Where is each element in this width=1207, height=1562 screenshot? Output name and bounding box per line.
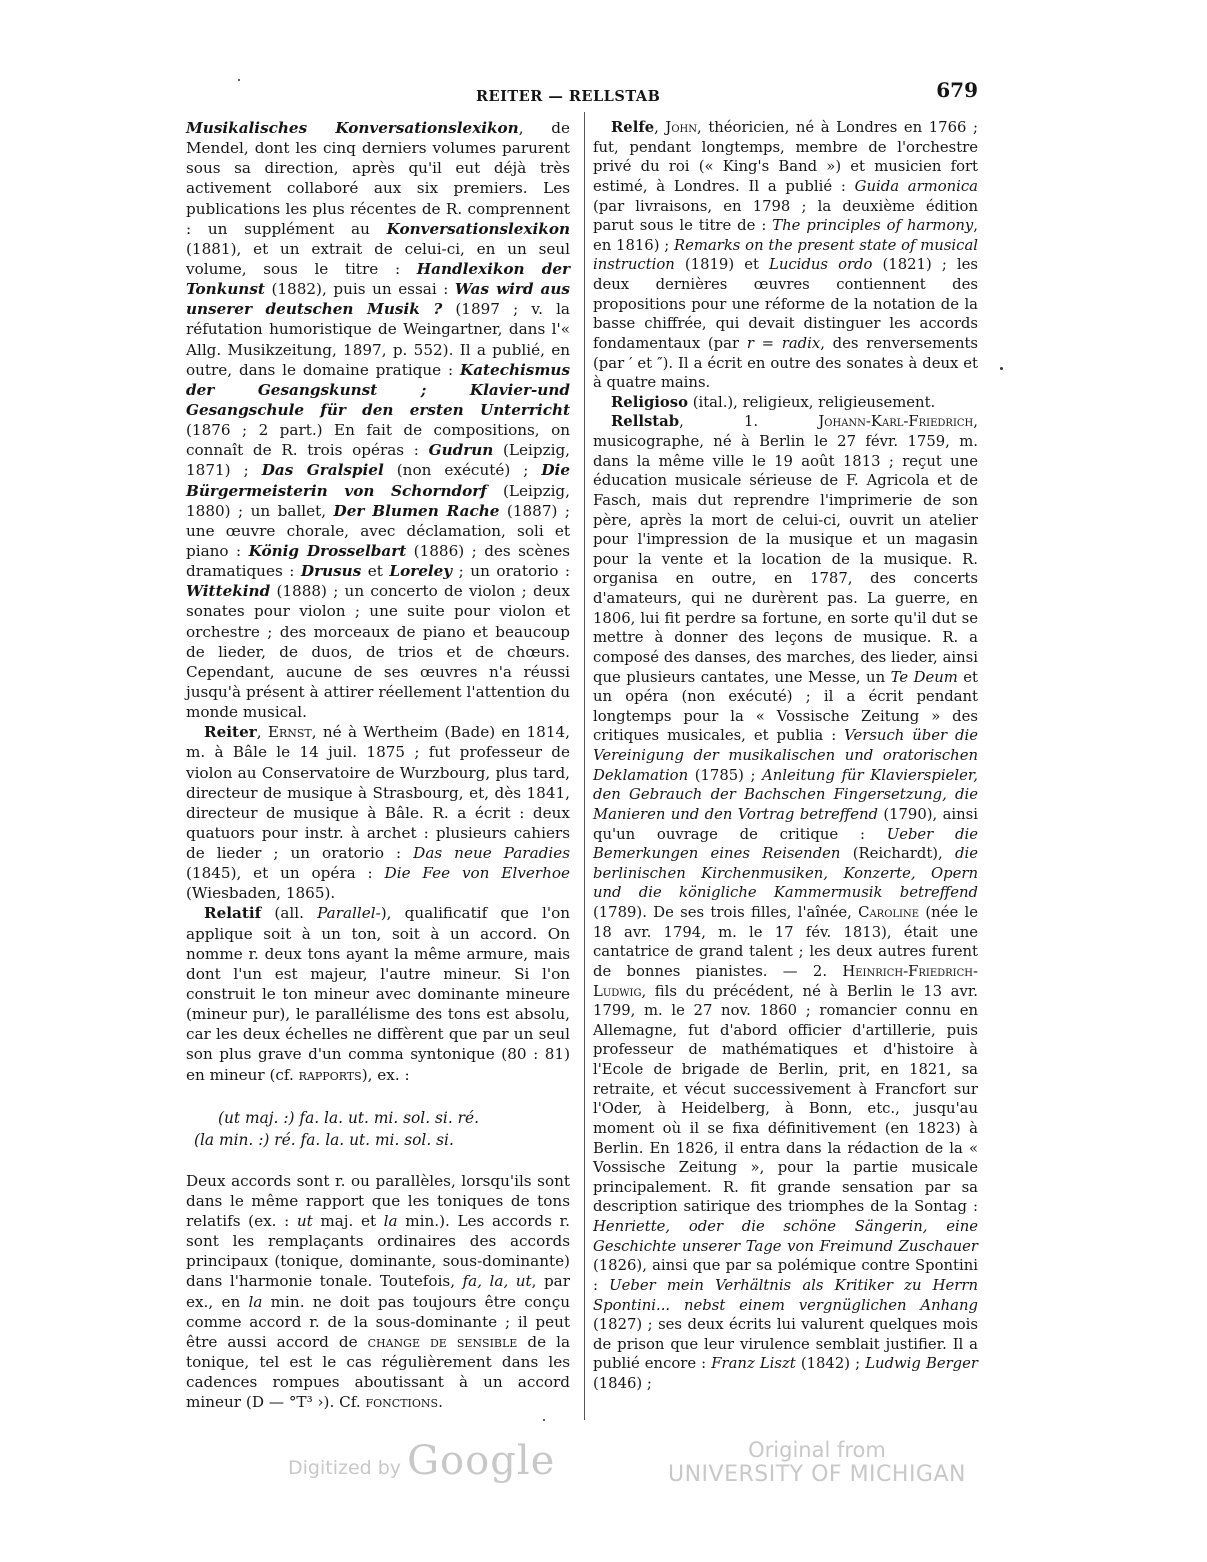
text: , théoricien, né à Londres en 1766 ; fut, pendant longtemps, membre de l'orchestre privé du roi (« King's Band ») et musicien fort estimé, à Londres. Il a publié : [593, 119, 978, 195]
text: maj. et [312, 1212, 384, 1231]
work-title: Drusus [300, 562, 362, 581]
work-title: Was wird aus unserer deutschen Musik ? [186, 280, 570, 319]
watermark-institution: UNIVERSITY OF MICHIGAN [668, 1462, 966, 1487]
text: (Leipzig, 1871) ; [186, 441, 570, 480]
work-title: Ueber mein Verhältnis als Kritiker zu Herrn Spontini... nebst einem vergnüglichen Anhang [593, 1276, 978, 1314]
text: (1819) et [674, 256, 769, 274]
work-title: Ueber die Bemerkungen eines Reisenden [593, 825, 978, 863]
text: (1821) ; les deux dernières œuvres contiennent des propositions pour une réforme de la notation de la basse chiffrée, qui devait distinguer les accords fondamentaux (par [593, 256, 978, 352]
first-name: John [665, 119, 698, 136]
text: , fils du précédent, né à Berlin le 13 avr. 1799, m. le 27 nov. 1860 ; romancier connu en Allemagne, fut d'abord officier d'artillerie, puis professeur de mathématiques et d'histoire à l'Ecole de brigade de Berlin, prit, en 1821, sa retraite, et vécut successivement à Francfort sur l'Oder, à Heidelberg, à Bonn, etc., jusqu'au moment où il se fixa définitivement (en 1823) à Berlin. En 1826, il entra dans la rédaction de la « Vossische Zeitung », pour la partie musicale principalement. R. fit grande sensation par sa description satirique des triomphes de la Sontag : [593, 982, 978, 1216]
text: (1827) ; ses deux écrits lui valurent quelques mois de prison que leur virulence semblait justifier. Il a publié encore : [593, 1316, 978, 1373]
work-title: Musikalisches Konversationslexikon [186, 119, 519, 137]
work-title: Te Deum [890, 668, 958, 686]
text: , par ex., en [186, 1272, 570, 1311]
text: (1887) ; une œuvre chorale, avec déclamation, soli et piano : [186, 501, 570, 560]
digitized-by-google-watermark [288, 1438, 555, 1484]
running-title: REITER — RELLSTAB [476, 88, 661, 105]
work-title: Gudrun [428, 441, 494, 460]
entry-headword: Reiter [204, 723, 257, 742]
page-header [186, 78, 978, 112]
work-title: Wittekind [186, 582, 271, 601]
text: (1845), et un opéra : [186, 864, 385, 883]
person-name: Heinrich-Friedrich-Ludwig [593, 962, 978, 1000]
note-name: la [383, 1212, 398, 1231]
text: ), qualificatif que l'on applique soit à un ton, soit à un accord. On nomme r. deux tons ayant la même armure, mais dont l'un est majeur, l'autre mineur. Si l'on construit le ton mineur avec dominante mineure (mineur pur), le parallélisme des tons est absolu, car les deux échelles ne diffèrent que par un seul son plus grave d'un comma syntonique (80 : 81) en mineur (cf. [186, 904, 570, 1084]
scan-speck [543, 1419, 545, 1421]
german-term: Parallel- [317, 904, 381, 923]
work-title: die berlinischen Kirchenmusiken, Konzerte, Opern und die königliche Kammermusik betreffend [593, 845, 978, 902]
formula: r = radix [746, 334, 821, 352]
text: , 1. [679, 413, 819, 431]
text: , des renversements (par ′ et ″). Il a écrit en outre des sonates à deux et à quatre mains. [593, 334, 979, 392]
text: , né à Wertheim (Bade) en 1814, m. à Bâle le 14 juil. 1875 ; fut professeur de violon au Conservatoire de Wurzbourg, plus tard, directeur de musique à Strasbourg, et, dès 1841, directeur de musique à Bâle. R. a écrit : deux quatuors pour instr. à archet : plusieurs cahiers de lieder ; un oratorio : [186, 723, 570, 863]
text: , en 1816) ; [593, 217, 978, 254]
work-title: Die Bürgermeisterin von Schorndorf [186, 461, 570, 500]
text: (Leipzig, 1880) ; un ballet, [186, 481, 570, 520]
text: min.). Les accords r. sont les remplaçants ordinaires des accords principaux (tonique, dominante, sous-dominante) dans l'harmonie tonale. Toutefois, [186, 1212, 570, 1291]
entry-headword: Relatif [204, 904, 262, 923]
work-title: Das Gralspiel [261, 461, 384, 480]
original-from-watermark [668, 1438, 966, 1487]
work-title: Remarks on the present state of musical instruction [593, 236, 978, 274]
entry-relatif-continued [186, 1171, 570, 1413]
text: (1842) ; [795, 1355, 866, 1373]
note-name: ut [296, 1212, 313, 1231]
left-column [186, 118, 570, 1412]
text: (1897 ; v. la réfutation humoristique de Weingartner, dans l'« Allg. Musikzeitung, 1897, p. 552). Il a publié, en outre, dans le domaine pratique : [186, 300, 570, 379]
work-title: Der Blumen Rache [333, 501, 500, 520]
text: ), ex. : [361, 1065, 410, 1084]
text: ; un oratorio : [452, 562, 570, 581]
text: (ital.), religieux, religieusement. [688, 393, 936, 411]
work-title: König Drosselbart [248, 541, 407, 560]
text: (1785) ; [688, 766, 763, 784]
text: (non exécuté) ; [383, 461, 542, 480]
example-row-major: (ut maj. :) fa. la. ut. mi. sol. si. ré. [218, 1108, 479, 1127]
work-title: Henriette, oder die schöne Sängerin, eine Geschichte unserer Tage von Freimund Zuschauer [593, 1218, 978, 1255]
entry-headword: Relfe [611, 119, 655, 136]
work-title: Das neue Paradies [413, 844, 570, 863]
work-title: Loreley [389, 562, 453, 581]
person-name: Johann-Karl-Friedrich [818, 413, 974, 431]
entry-relatif [186, 903, 570, 1084]
cross-reference: change de sensible [367, 1332, 518, 1351]
example-row-minor: (la min. :) ré. fa. la. ut. mi. sol. si. [194, 1130, 454, 1149]
text: (1790), ainsi qu'un ouvrage de critique : [593, 805, 978, 843]
person-name: Caroline [858, 904, 920, 921]
entry-rellstab [593, 412, 978, 1393]
cross-reference: rapports [298, 1065, 362, 1084]
entry-headword: Religioso [611, 393, 688, 411]
text: (1846) ; [593, 1375, 652, 1392]
text: (née le 18 avr. 1794, m. le 17 fév. 1813), était une cantatrice de grand talent ; les deux autres furent de bonnes pianistes. — 2. [593, 904, 979, 980]
page-number: 679 [936, 78, 978, 102]
first-name: Ernst [267, 723, 312, 742]
text: de la tonique, tel est le cas régulièrement dans les cadences rompues aboutissant à un accord mineur (D — °T³ ›). Cf. [186, 1332, 570, 1412]
text: Deux accords sont r. ou parallèles, lorsqu'ils sont dans le même rapport que les toniques de tons relatifs (ex. : [186, 1171, 570, 1231]
watermark-prefix: Digitized by [288, 1457, 402, 1479]
text: (Wiesbaden, 1865). [186, 884, 336, 903]
text: (1881), et un extrait de celui-ci, en un seul volume, sous le titre : [186, 239, 570, 278]
work-title: Lucidus ordo [769, 256, 873, 274]
note-name: la [248, 1292, 263, 1311]
work-title: Handlexikon der Tonkunst [186, 259, 570, 299]
text: (1886) ; des scènes dramatiques : [186, 541, 570, 581]
entry-headword: Rellstab [611, 413, 680, 431]
work-title: Anleitung für Klavierspieler, den Gebrauch der Bachschen Fingersetzung, die Manieren und den Vortrag betreffend [593, 766, 978, 823]
text: (Reichardt), [840, 845, 956, 863]
text: (par livraisons, en 1798 ; la deuxième édition parut sous le titre de : [593, 197, 978, 235]
column-divider [584, 112, 585, 1420]
work-title: Konversationslexikon [386, 219, 570, 238]
text: (1826), ainsi que par sa polémique contre Spontini : [593, 1257, 978, 1294]
work-title: Guida armonica [854, 177, 978, 195]
right-column [593, 118, 978, 1394]
entry-religioso [593, 393, 978, 413]
text: . [438, 1393, 443, 1412]
note-name: fa, la, ut [462, 1272, 532, 1291]
google-logo: Google [407, 1438, 556, 1484]
text: (1888) ; un concerto de violon ; deux sonates pour violon ; une suite pour violon et orchestre ; des morceaux de piano et beaucoup de lieder, de duos, de trios et de chœurs. Cependant, aucune de ses œuvres n'a réussi jusqu'à présent à attirer réellement l'attention du monde musical. [186, 582, 570, 722]
text: (1882), puis un essai : [264, 280, 455, 299]
text: , de Mendel, dont les cinq derniers volumes parurent sous sa direction, après qu'il eut déjà très activement collaboré aux six premiers. Les publications les plus récentes de R. comprennent : un supplément au [186, 119, 570, 238]
text: min. ne doit pas toujours être conçu comme accord r. de la sous-dominante ; il peut être aussi accord de [186, 1292, 570, 1351]
entry-relfe: Relfe, John, théoricien, né à Londres en 1766 ; fut, pendant longtemps, membre de l'orchestre privé du roi (« King's Band ») et musicien fort estimé, à Londres. Il a publié : Guida armonica (par livraisons, en 1798 ; la deuxième édition parut sous le titre de : The principles of harmony, en 1816) ; Remarks on the present state of musical instruction (1819) et Lucidus ordo (1821) ; les deux dernières œuvres contiennent des propositions pour une réforme de la notation de la basse chiffrée, qui devait distinguer les accords fondamentaux (par r = radix, des renversements (par ′ et ″). Il a écrit en outre des sonates à deux et à quatre mains. [593, 119, 979, 392]
entry-continuation-riemann [186, 118, 570, 722]
work-title: The principles of harmony [772, 217, 974, 235]
text: (1876 ; 2 part.) En fait de compositions, on connaît de R. trois opéras : [186, 421, 570, 460]
entry-reiter: Reiter, Ernst, né à Wertheim (Bade) en 1814, m. à Bâle le 14 juil. 1875 ; fut professeur de violon au Conservatoire de Wurzbourg, plus tard, directeur de musique à Strasbourg, et, dès 1841, directeur de musique à Bâle. R. a écrit : deux quatuors pour instr. à archet : plusieurs cahiers de lieder ; un oratorio : Das neue Paradies (1845), et un opéra : Die Fee von Elverhoe (Wiesbaden, 1865). [186, 723, 570, 903]
work-title: Katechismus der Gesangskunst ; Klavier-und Gesangschule für den ersten Unterricht [186, 360, 570, 419]
text: (1789). De ses trois filles, l'aînée, [593, 904, 859, 921]
text: et un opéra (non exécuté) ; il a écrit pendant longtemps pour la « Vossische Zeitung » des critiques musicales, et publia : [593, 668, 978, 745]
text: , musicographe, né à Berlin le 27 févr. 1759, m. dans la même ville le 19 août 1813 ; reçut une éducation musicale sérieuse de F. Agricola et de Fasch, mais dut reprendre l'imprimerie de son père, après la mort de celui-ci, ouvrit un atelier pour l'impression de la musique et un magasin pour la vente et la location de la musique. R. organisa en outre, en 1787, des concerts d'amateurs, qui ne durèrent pas. La guerre, en 1806, lui fit perdre sa fortune, en sorte qu'il dut se mettre à donner des leçons de musique. R. a composé des danses, des marches, des lieder, ainsi que plusieurs cantates, une Messe, un [593, 413, 978, 686]
text: (all. [261, 904, 318, 923]
work-title: Ludwig Berger [865, 1355, 978, 1373]
text: et [361, 562, 390, 581]
cross-reference: fonctions [365, 1393, 439, 1412]
watermark-line: Original from [748, 1438, 886, 1462]
work-title: Franz Liszt [711, 1355, 796, 1373]
relative-keys-example [190, 1107, 570, 1151]
work-title: Versuch über die Vereinigung der musikalischen und oratorischen Deklamation [593, 727, 978, 784]
scan-speck [1000, 367, 1003, 370]
work-title: Die Fee von Elverhoe [384, 864, 570, 883]
